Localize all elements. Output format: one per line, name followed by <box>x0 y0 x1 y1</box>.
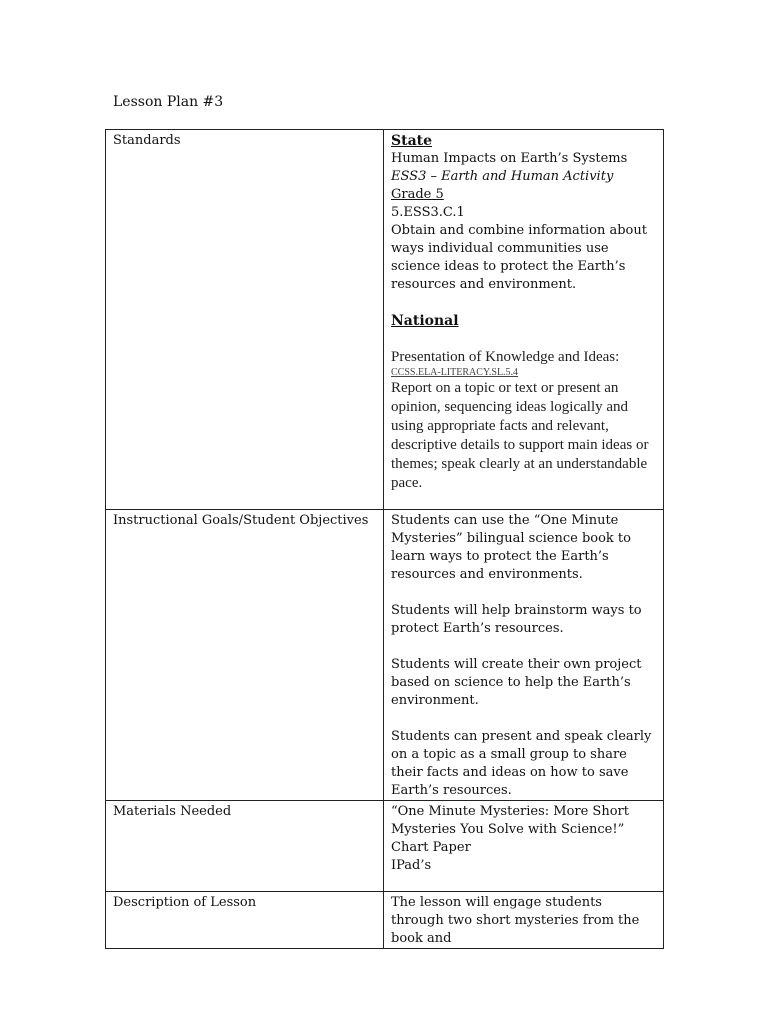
table-row-goals <box>106 510 664 801</box>
goal-item: Students will create their own project based on science to help the Earth’s environment. <box>391 657 642 708</box>
description-text: The lesson will engage students through two short mysteries from the book and <box>391 895 640 946</box>
standards-ess3: ESS3 – Earth and Human Activity <box>391 169 614 184</box>
description-label-cell <box>106 892 384 949</box>
goal-item: Students can use the “One Minute Mysteries” bilingual science book to learn ways to protect the Earth’s resources and environments. <box>391 513 631 582</box>
lesson-plan-table <box>105 129 664 949</box>
ccss-standard-link[interactable]: CCSS.ELA-LITERACY.SL.5.4 <box>391 367 519 378</box>
description-content-cell <box>384 892 664 949</box>
standards-content-cell <box>384 130 664 510</box>
material-item: IPad’s <box>391 858 432 873</box>
goal-item: Students will help brainstorm ways to protect Earth’s resources. <box>391 603 642 636</box>
standards-code: 5.ESS3.C.1 <box>391 205 465 220</box>
standards-grade: Grade 5 <box>391 187 444 202</box>
materials-content-cell <box>384 801 664 892</box>
table-row-standards <box>106 130 664 510</box>
state-standard-text: Obtain and combine information about ways individual communities use science ideas to protect the Earth’s resources and environment. <box>391 223 647 292</box>
standards-label: Standards <box>113 133 181 148</box>
standards-label-cell <box>106 130 384 510</box>
material-item: “One Minute Mysteries: More Short Mysteries You Solve with Science!” <box>391 804 629 837</box>
national-intro: Presentation of Knowledge and Ideas: <box>391 349 620 365</box>
national-standard-text: Report on a topic or text or present an opinion, sequencing ideas logically and using appropriate facts and relevant, descriptive details to support main ideas or themes; speak clearly at an understandable pace. <box>391 380 649 491</box>
goal-item: Students can present and speak clearly on a topic as a small group to share their facts and ideas on how to save Earth’s resources. <box>391 729 652 798</box>
state-heading: State <box>391 133 433 149</box>
standards-topic: Human Impacts on Earth’s Systems <box>391 151 628 166</box>
materials-label-cell <box>106 801 384 892</box>
table-row-description <box>106 892 664 949</box>
description-label: Description of Lesson <box>113 895 257 910</box>
materials-label: Materials Needed <box>113 804 232 819</box>
national-heading: National <box>391 313 459 329</box>
material-item: Chart Paper <box>391 840 471 855</box>
goals-label-cell <box>106 510 384 801</box>
goals-label: Instructional Goals/Student Objectives <box>113 513 369 528</box>
table-row-materials <box>106 801 664 892</box>
document-title: Lesson Plan #3 <box>113 94 224 110</box>
goals-content-cell <box>384 510 664 801</box>
